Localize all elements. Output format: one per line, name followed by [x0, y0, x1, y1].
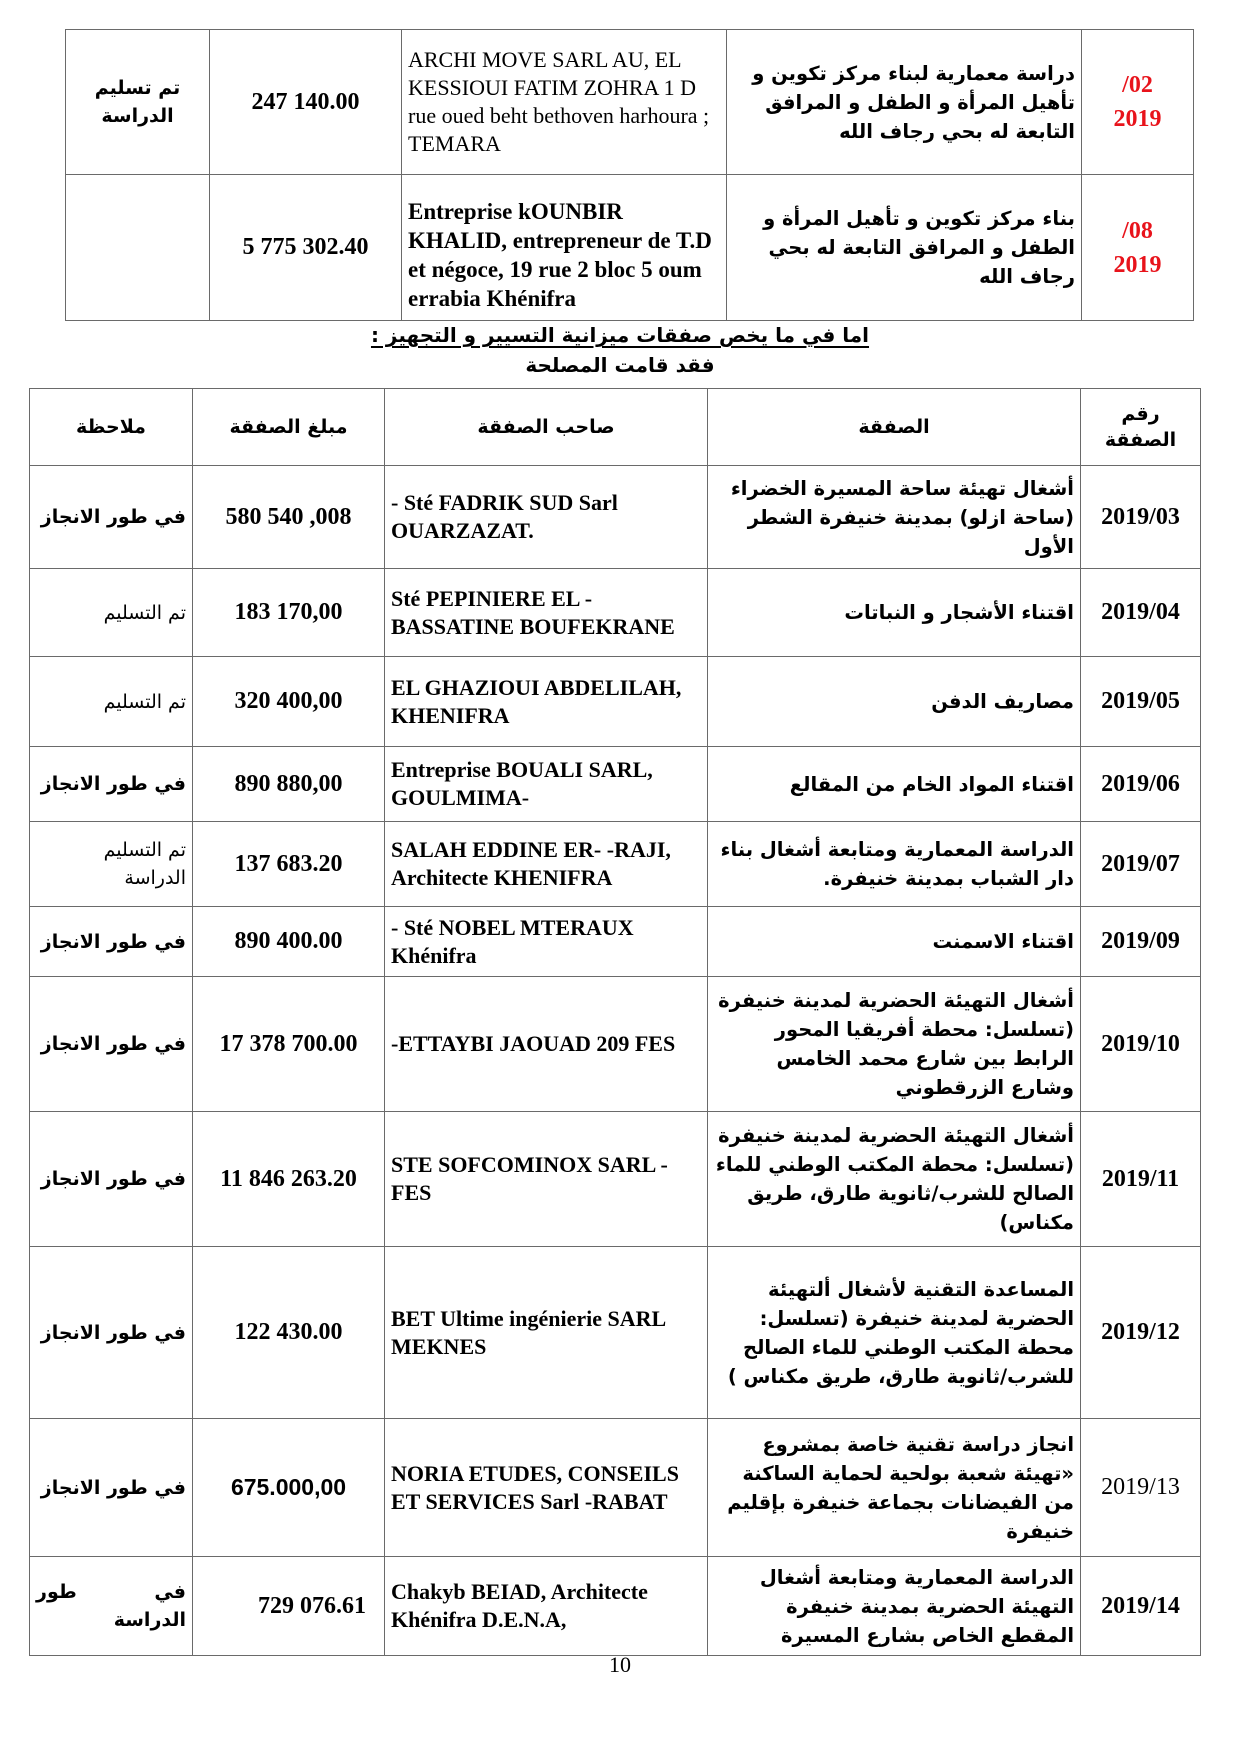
note-word: طور: [36, 1581, 77, 1603]
table-row: [30, 569, 1201, 657]
note-cell: في طور الانجاز: [30, 977, 193, 1112]
deal-cell: الدراسة المعمارية ومتابعة أشغال التهيئة الحضرية بمدينة خنيفرة المقطع الخاص بشارع المسيرة: [708, 1557, 1081, 1656]
owner-cell: -ETTAYBI JAOUAD 209 FES: [385, 977, 708, 1112]
contracts-table: [29, 388, 1201, 1656]
deal-number-cell: 2019/12: [1081, 1247, 1201, 1419]
section-heading: [0, 323, 1240, 347]
note-cell: في طور الانجاز: [30, 1247, 193, 1419]
deal-cell: دراسة معمارية لبناء مركز تكوين و تأهيل المرأة و الطفل و المرافق التابعة له بحي رجاف الله: [727, 30, 1082, 175]
note-cell: [30, 1557, 193, 1656]
owner-cell: SALAH EDDINE ER- -RAJI, Architecte KHENIFRA: [385, 822, 708, 907]
header-amount: مبلغ الصفقة: [193, 389, 385, 466]
deal-cell: الدراسة المعمارية ومتابعة أشغال بناء دار الشباب بمدينة خنيفرة.: [708, 822, 1081, 907]
amount-cell: 122 430.00: [193, 1247, 385, 1419]
note-cell: تم تسليم الدراسة: [66, 30, 210, 175]
owner-cell: Sté PEPINIERE EL -BASSATINE BOUFEKRANE: [385, 569, 708, 657]
deal-number-cell: 2019/07: [1081, 822, 1201, 907]
owner-cell: Entreprise BOUALI SARL, GOULMIMA-: [385, 747, 708, 822]
amount-cell: 320 400,00: [193, 657, 385, 747]
owner-cell: NORIA ETUDES, CONSEILS ET SERVICES Sarl -RABAT: [385, 1419, 708, 1557]
amount-cell: 17 378 700.00: [193, 977, 385, 1112]
note-cell: تم التسليم: [30, 569, 193, 657]
deal-number-cell: 2019/09: [1081, 907, 1201, 977]
deal-number-cell: 2019/14: [1081, 1557, 1201, 1656]
table-row: [66, 175, 1194, 321]
deal-cell: أشغال تهيئة ساحة المسيرة الخضراء (ساحة ازلو) بمدينة خنيفرة الشطر الأول: [708, 466, 1081, 569]
section-subheading: فقد قامت المصلحة: [525, 353, 715, 377]
deal-number-cell: 2019/10: [1081, 977, 1201, 1112]
note-cell: في طور الانجاز: [30, 907, 193, 977]
table-row: [30, 1247, 1201, 1419]
amount-cell: 247 140.00: [210, 30, 402, 175]
owner-cell: Entreprise kOUNBIR KHALID, entrepreneur de T.D et négoce, 19 rue 2 bloc 5 oum errabia Khénifra: [402, 175, 727, 321]
deal-cell: اقتناء الاسمنت: [708, 907, 1081, 977]
amount-cell: 890 880,00: [193, 747, 385, 822]
owner-cell: EL GHAZIOUI ABDELILAH, KHENIFRA: [385, 657, 708, 747]
note-line-2: الدراسة: [113, 1609, 186, 1631]
owner-cell: - Sté FADRIK SUD Sarl OUARZAZAT.: [385, 466, 708, 569]
deal-number-cell: /02 2019: [1082, 30, 1194, 175]
table-row: [30, 466, 1201, 569]
table-row: [30, 907, 1201, 977]
page-number: 10: [609, 1652, 631, 1677]
amount-cell: 729 076.61: [193, 1557, 385, 1656]
deal-cell: المساعدة التقنية لأشغال ألتهيئة الحضرية لمدينة خنيفرة (تسلسل: محطة المكتب الوطني للماء الصالح للشرب/ثانوية طارق، طريق مكناس ): [708, 1247, 1081, 1419]
deal-cell: مصاريف الدفن: [708, 657, 1081, 747]
deal-cell: اقتناء الأشجار و النباتات: [708, 569, 1081, 657]
deal-cell: أشغال التهيئة الحضرية لمدينة خنيفرة (تسلسل: محطة أفريقيا المحور الرابط بين شارع محمد الخامس وشارع الزرقطوني: [708, 977, 1081, 1112]
header-deal: الصفقة: [708, 389, 1081, 466]
table-row: [30, 747, 1201, 822]
table-row: [30, 822, 1201, 907]
amount-cell: 137 683.20: [193, 822, 385, 907]
deal-number-cell: 2019/13: [1081, 1419, 1201, 1557]
deal-cell: بناء مركز تكوين و تأهيل المرأة و الطفل و المرافق التابعة له بحي رجاف الله: [727, 175, 1082, 321]
amount-cell: 11 846 263.20: [193, 1112, 385, 1247]
owner-cell: Chakyb BEIAD, Architecte Khénifra D.E.N.A,: [385, 1557, 708, 1656]
table-row: [30, 977, 1201, 1112]
table-row: [30, 1557, 1201, 1656]
table-row: [30, 657, 1201, 747]
contracts-table-continued: [65, 29, 1194, 321]
note-cell: تم التسليم الدراسة: [30, 822, 193, 907]
deal-cell: أشغال التهيئة الحضرية لمدينة خنيفرة (تسلسل: محطة المكتب الوطني للماء الصالح للشرب/ثانوية طارق، طريق مكناس): [708, 1112, 1081, 1247]
note-line-1: [36, 1578, 186, 1606]
deal-cell: انجاز دراسة تقنية خاصة بمشروع «تهيئة شعبة بولحية لحماية الساكنة من الفيضانات بجماعة خنيفرة بإقليم خنيفرة: [708, 1419, 1081, 1557]
owner-cell: ARCHI MOVE SARL AU, EL KESSIOUI FATIM ZOHRA 1 D rue oued beht bethoven harhoura ; TEMARA: [402, 30, 727, 175]
deal-number-cell: /08 2019: [1082, 175, 1194, 321]
amount-cell: 890 400.00: [193, 907, 385, 977]
header-owner: صاحب الصفقة: [385, 389, 708, 466]
header-deal-number: رقم الصفقة: [1081, 389, 1201, 466]
note-cell: في طور الانجاز: [30, 747, 193, 822]
header-note: ملاحظة: [30, 389, 193, 466]
deal-number-cell: 2019/04: [1081, 569, 1201, 657]
note-cell: تم التسليم: [30, 657, 193, 747]
owner-cell: - Sté NOBEL MTERAUX Khénifra: [385, 907, 708, 977]
section-heading-text: اما في ما يخص صفقات ميزانية التسيير و التجهيز :: [370, 323, 870, 347]
deal-number-cell: 2019/03: [1081, 466, 1201, 569]
deal-cell: اقتناء المواد الخام من المقالع: [708, 747, 1081, 822]
table-row: [30, 1419, 1201, 1557]
table-row: [30, 1112, 1201, 1247]
owner-cell: BET Ultime ingénierie SARL MEKNES: [385, 1247, 708, 1419]
deal-number-cell: 2019/06: [1081, 747, 1201, 822]
amount-cell: 580 540 ,008: [193, 466, 385, 569]
amount-cell: 183 170,00: [193, 569, 385, 657]
amount-cell: 5 775 302.40: [210, 175, 402, 321]
note-cell: [66, 175, 210, 321]
amount-cell: 675.000,00: [193, 1419, 385, 1557]
note-cell: في طور الانجاز: [30, 1419, 193, 1557]
owner-cell: STE SOFCOMINOX SARL -FES: [385, 1112, 708, 1247]
note-cell: في طور الانجاز: [30, 1112, 193, 1247]
table-row: [66, 30, 1194, 175]
table-header-row: [30, 389, 1201, 466]
note-cell: في طور الانجاز: [30, 466, 193, 569]
deal-number-cell: 2019/05: [1081, 657, 1201, 747]
note-word: في: [154, 1581, 186, 1603]
deal-number-cell: 2019/11: [1081, 1112, 1201, 1247]
